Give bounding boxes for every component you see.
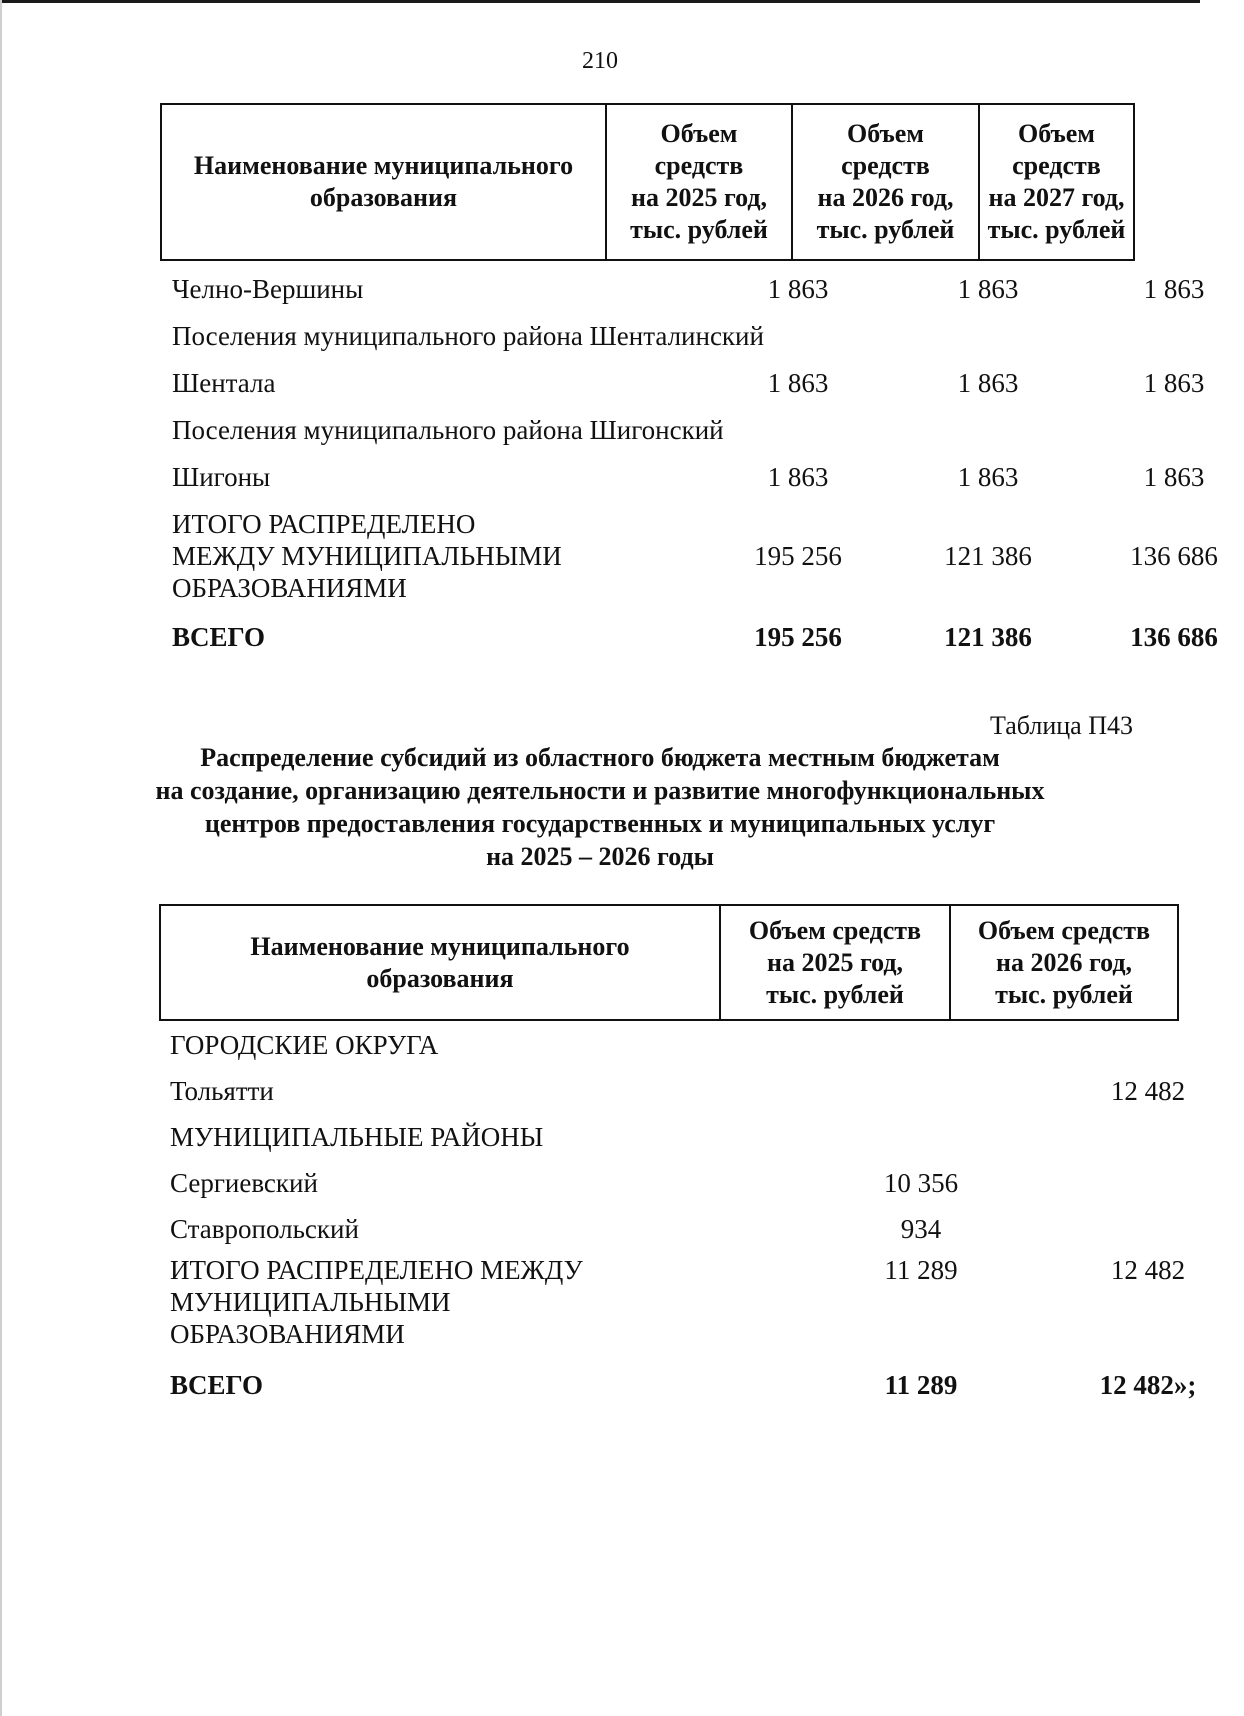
row-name: Шигоны — [172, 462, 271, 492]
row-value-2026: 1 863 — [957, 462, 1019, 492]
table1-header-2027: Объем средств на 2027 год, тыс. рублей — [987, 119, 1126, 244]
group-name: Поселения муниципального района Шенталинский — [172, 321, 764, 351]
row-name: ВСЕГО — [170, 1370, 264, 1400]
row-name: ВСЕГО — [172, 622, 266, 652]
row-value-2026: 12 482 — [1110, 1076, 1186, 1106]
row-value-2025: 1 863 — [767, 462, 829, 492]
group-name: МУНИЦИПАЛЬНЫЕ РАЙОНЫ — [170, 1122, 544, 1152]
row-value-2026: 12 482»; — [1099, 1370, 1197, 1400]
row-name: Тольятти — [170, 1076, 274, 1106]
row-name: ИТОГО РАСПРЕДЕЛЕНО МЕЖДУ МУНИЦИПАЛЬНЫМИ ОБРАЗОВАНИЯМИ — [172, 509, 562, 603]
table1-header-2025: Объем средств на 2025 год, тыс. рублей — [607, 105, 793, 259]
table2-header-2026: Объем средств на 2026 год, тыс. рублей — [977, 915, 1151, 1009]
row-name: Челно-Вершины — [172, 274, 364, 304]
table1-header — [160, 103, 1135, 261]
page-number: 210 — [582, 48, 618, 74]
table1-header-2026: Объем средств на 2026 год, тыс. рублей — [793, 105, 980, 259]
row-value-2027: 1 863 — [1143, 274, 1205, 304]
row-value-2025: 11 289 — [884, 1255, 958, 1285]
row-value-2025: 934 — [900, 1214, 942, 1244]
page-top-border — [0, 0, 1200, 3]
row-name: ИТОГО РАСПРЕДЕЛЕНО МЕЖДУ МУНИЦИПАЛЬНЫМИ ОБРАЗОВАНИЯМИ — [170, 1255, 583, 1349]
table-caption: Распределение субсидий из областного бюджета местным бюджетам на создание, организацию деятельности и развитие многофункциональных центров предоставления государственных и муниципальных услуг на 2025 – 2026 годы — [155, 743, 1045, 871]
table2-header — [159, 904, 1179, 1021]
row-value-2026: 121 386 — [944, 541, 1032, 571]
row-value-2025: 10 356 — [883, 1168, 959, 1198]
row-value-2026: 1 863 — [957, 368, 1019, 398]
row-value-2026: 12 482 — [1110, 1255, 1186, 1285]
group-name: Поселения муниципального района Шигонский — [172, 415, 724, 445]
row-value-2026: 121 386 — [944, 622, 1032, 652]
table1-header-name: Наименование муниципального образования — [162, 105, 607, 259]
row-value-2027: 136 686 — [1130, 541, 1218, 571]
row-name: Шентала — [172, 368, 276, 398]
row-value-2025: 195 256 — [754, 541, 842, 571]
row-value-2025: 1 863 — [767, 274, 829, 304]
row-value-2026: 1 863 — [957, 274, 1019, 304]
row-value-2025: 195 256 — [754, 622, 842, 652]
table2-header-name: Наименование муниципального образования — [161, 906, 721, 1019]
row-value-2027: 1 863 — [1143, 462, 1205, 492]
table2-header-2025: Объем средств на 2025 год, тыс. рублей — [721, 906, 951, 1019]
table-label: Таблица П43 — [990, 711, 1133, 740]
row-value-2027: 1 863 — [1143, 368, 1205, 398]
row-name: Сергиевский — [170, 1168, 318, 1198]
page-left-border — [0, 0, 2, 1716]
row-value-2025: 1 863 — [767, 368, 829, 398]
row-name: Ставропольский — [170, 1214, 359, 1244]
row-value-2027: 136 686 — [1130, 622, 1218, 652]
row-value-2025: 11 289 — [884, 1370, 958, 1400]
group-name: ГОРОДСКИЕ ОКРУГА — [170, 1030, 439, 1060]
